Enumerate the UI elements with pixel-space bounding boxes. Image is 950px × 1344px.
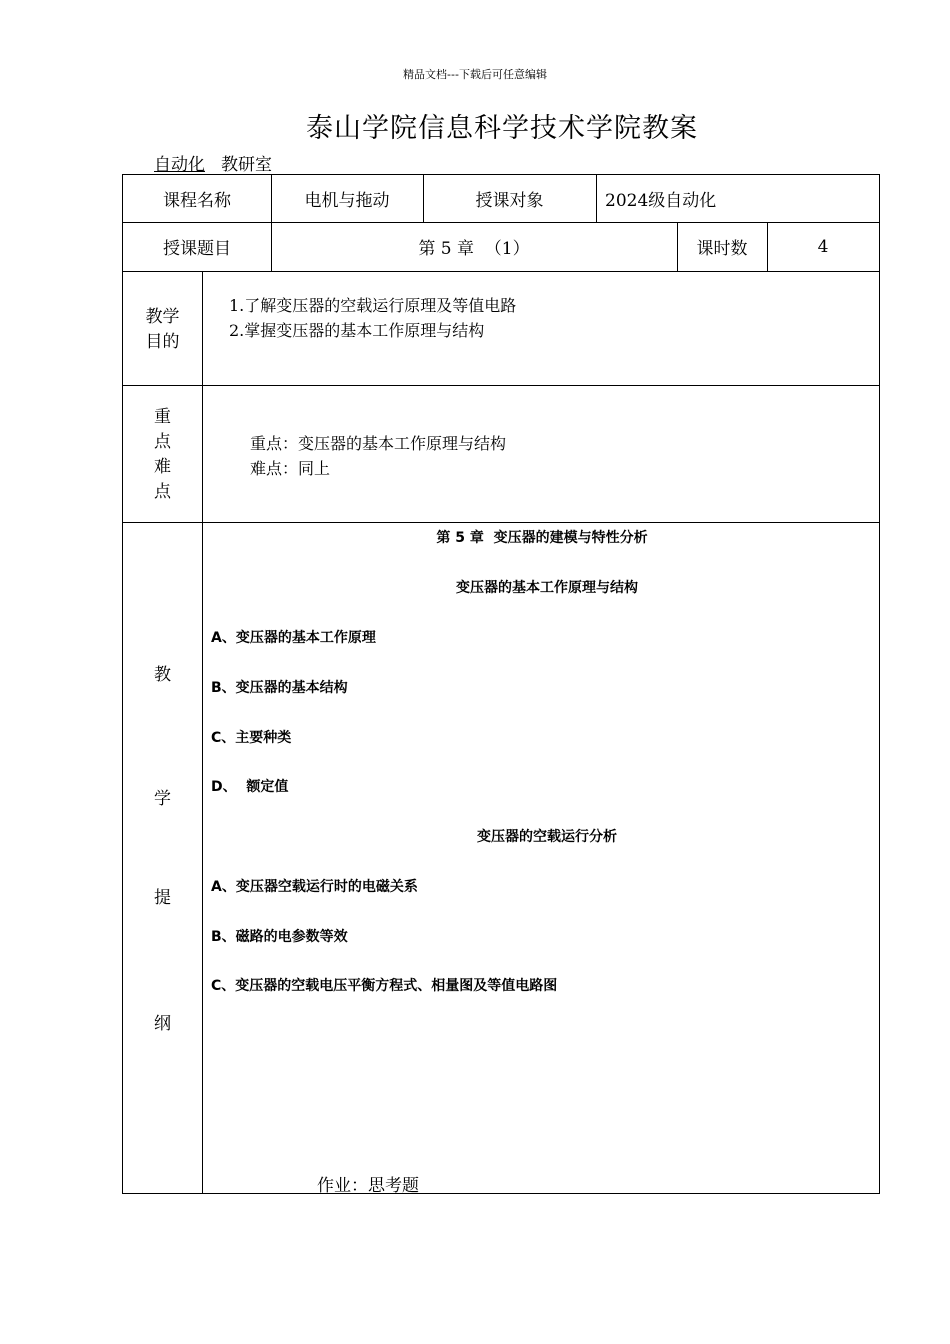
outline-item: B、变压器的基本结构 <box>211 680 348 696</box>
key-points-label-char: 点 <box>154 432 171 452</box>
homework-note: 作业：思考题 <box>317 1176 419 1196</box>
objectives-label-line: 目的 <box>145 332 180 352</box>
row-divider <box>123 522 879 523</box>
lesson-plan-table <box>122 174 880 1194</box>
document-title: 泰山学院信息科学技术学院教案 <box>306 113 698 144</box>
key-points-label-char: 难 <box>154 457 171 477</box>
audience-value: 2024级自动化 <box>605 191 717 211</box>
key-points-label-char: 点 <box>154 482 171 502</box>
course-name-value: 电机与拖动 <box>304 191 390 211</box>
course-name-label: 课程名称 <box>163 191 231 211</box>
key-points-label <box>123 405 202 505</box>
difficulty-text: 难点：同上 <box>250 459 331 478</box>
key-point-text: 重点：变压器的基本工作原理与结构 <box>250 434 507 453</box>
audience-label: 授课对象 <box>475 191 544 211</box>
outline-label-char: 纲 <box>154 1014 171 1034</box>
outline-label-char: 教 <box>154 665 171 685</box>
outline-item: B、磁路的电参数等效 <box>211 929 348 945</box>
section-title: 变压器的基本工作原理与结构 <box>456 580 638 596</box>
outline-item: A、变压器的基本工作原理 <box>211 630 376 646</box>
department-suffix: 教研室 <box>221 155 272 175</box>
column-divider <box>596 175 597 222</box>
row-divider <box>123 385 879 386</box>
outline-item: C、变压器的空载电压平衡方程式、相量图及等值电路图 <box>211 978 558 994</box>
objective-item: 2.掌握变压器的基本工作原理与结构 <box>229 321 485 340</box>
row-divider <box>123 271 879 272</box>
objective-item: 1.了解变压器的空载运行原理及等值电路 <box>229 296 517 315</box>
outline-item: C、主要种类 <box>211 730 292 746</box>
objectives-label-line: 教学 <box>145 307 180 327</box>
hours-value: 4 <box>817 236 829 257</box>
header-note: 精品文档---下载后可任意编辑 <box>403 68 547 81</box>
objectives-label <box>123 305 202 355</box>
topic-value: 第 5 章 （1） <box>418 239 530 259</box>
hours-label: 课时数 <box>696 239 748 259</box>
section-title: 变压器的空载运行分析 <box>477 829 617 845</box>
outline-item: D、 额定值 <box>211 779 289 795</box>
chapter-title: 第 5 章 变压器的建模与特性分析 <box>436 530 648 546</box>
topic-label: 授课题目 <box>163 239 231 259</box>
outline-label-char: 学 <box>154 789 171 809</box>
outline-label-char: 提 <box>154 888 171 908</box>
key-points-label-char: 重 <box>154 407 171 427</box>
department-name: 自动化 <box>154 155 205 175</box>
outline-item: A、变压器空载运行时的电磁关系 <box>211 879 418 895</box>
column-divider <box>202 271 203 1194</box>
department-line <box>142 150 272 175</box>
